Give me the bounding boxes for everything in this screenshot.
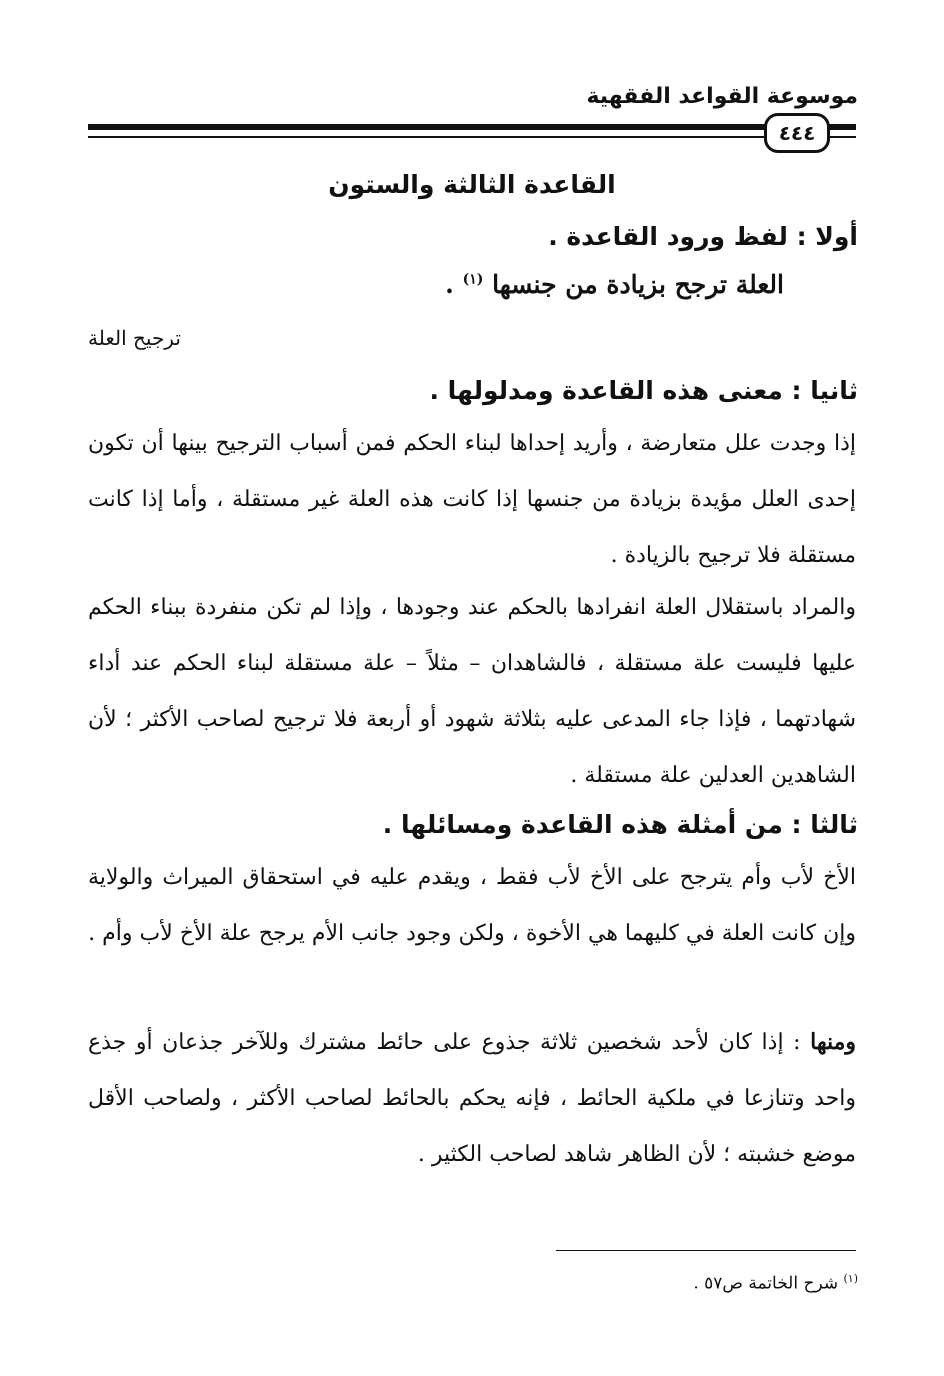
footnote-text: شرح الخاتمة ص٥٧ . [693,1273,844,1294]
footnote-marker: (١) [843,1272,858,1285]
margin-note [88,326,181,350]
section-heading-examples: ثالثا : من أمثلة هذه القاعدة ومسائلها . [382,810,858,839]
rule-statement [445,270,784,299]
section-heading-meaning: ثانيا : معنى هذه القاعدة ومدلولها . [429,376,858,405]
rule-statement-text: العلة ترجح بزيادة من جنسها [492,270,784,299]
page-number: ٤٤٤ [764,113,830,153]
footnote [693,1272,858,1294]
example-lead: ومنها [810,1029,856,1055]
paragraph-meaning-2: والمراد باستقلال العلة انفرادها بالحكم عند وجودها ، وإذا لم تكن منفردة ببناء الحكم عليها فليست علة مستقلة ، فالشاهدان – مثلاً – علة مستقلة لبناء الحكم عند أداء شهادتهما ، فإذا جاء المدعى عليه بثلاثة شهود أو أربعة فلا ترجيح لصاحب الأكثر ؛ لأن الشاهدين العدلين علة مستقلة . [88,595,856,788]
paragraph-meaning-1: إذا وجدت علل متعارضة ، وأريد إحداها لبناء الحكم فمن أسباب الترجيح بينها أن تكون إحدى العلل مؤيدة بزيادة من جنسها إذا كانت هذه العلة غير مستقلة ، وأما إذا كانت مستقلة فلا ترجيح بالزيادة . [88,431,856,568]
rule-statement-end: . [445,270,454,299]
paragraph-example-1: الأخ لأب وأم يترجح على الأخ لأب فقط ، ويقدم عليه في استحقاق الميراث والولاية وإن كانت العلة في كليهما هي الأخوة ، ولكن وجود جانب الأم يرجح علة الأخ لأب وأم . [88,865,856,946]
header-rule-thin [88,136,856,138]
paragraph-example-2 [88,1014,856,1183]
footnote-ref: (١) [462,271,484,288]
example-2-text: : إذا كان لأحد شخصين ثلاثة جذوع على حائط مشترك وللآخر جذعان أو جذع واحد وتنازعا في ملكية الحائط ، فإنه يحكم بالحائط لصاحب الأكثر ، ولصاحب الأقل موضع خشبته ؛ لأن الظاهر شاهد لصاحب الكثير . [88,1030,856,1167]
section-heading-wording: أولا : لفظ ورود القاعدة . [548,222,858,251]
margin-note-text: ترجيح العلة [88,326,181,350]
header-rule-thick [88,124,856,130]
footnote-separator [556,1250,856,1251]
running-title: موسوعة القواعد الفقهية [586,84,858,109]
rule-title: القاعدة الثالثة والستون [328,170,616,199]
